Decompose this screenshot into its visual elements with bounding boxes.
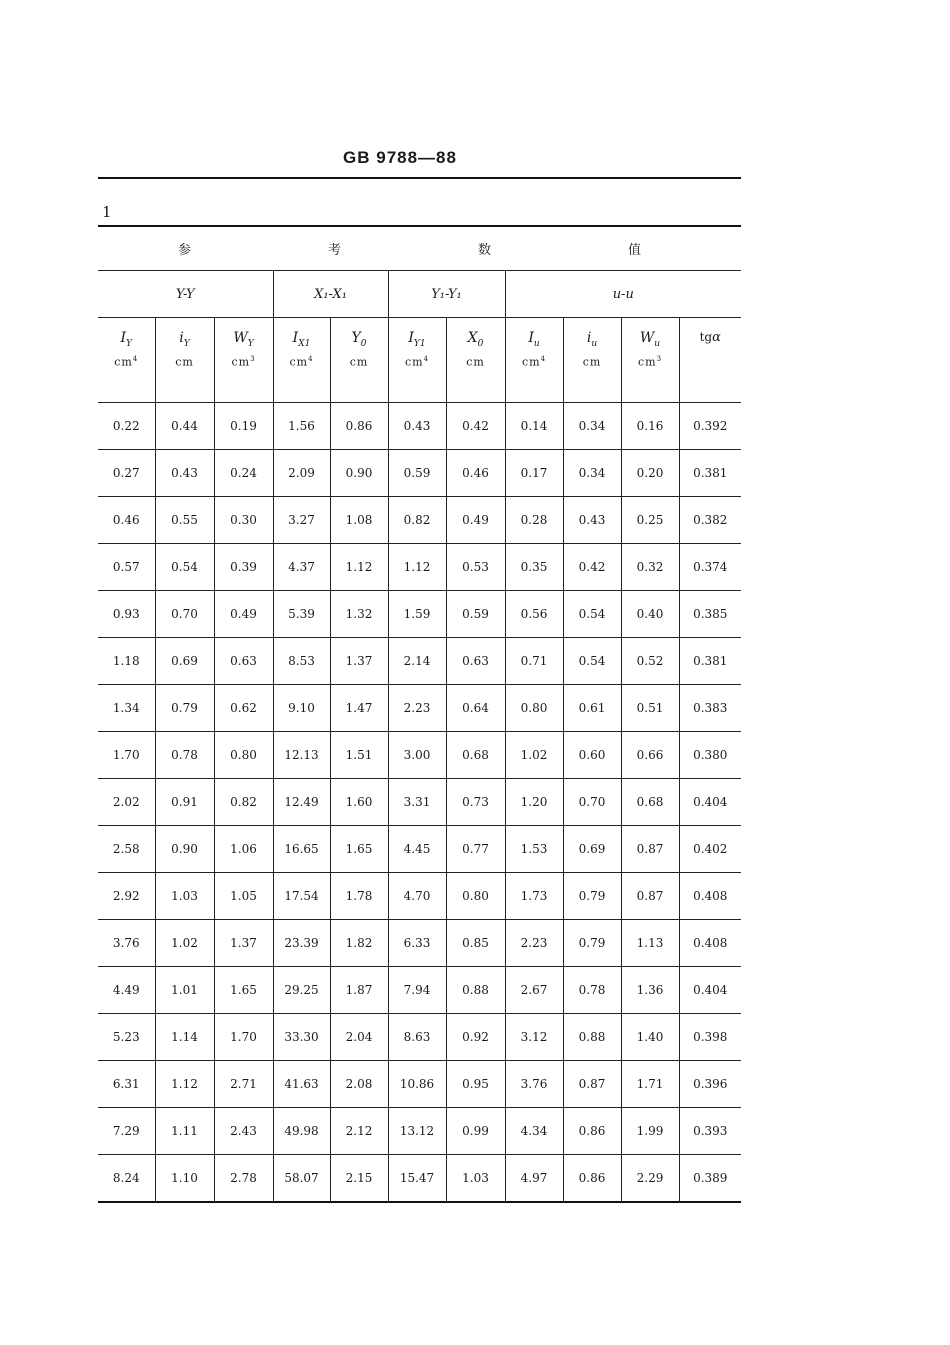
table-cell: 0.90 <box>330 450 388 497</box>
table-cell: 1.70 <box>98 732 155 779</box>
table-cell: 0.87 <box>621 873 679 920</box>
table-cell: 2.09 <box>273 450 330 497</box>
table-cell: 1.10 <box>155 1155 214 1203</box>
table-cell: 0.393 <box>679 1108 741 1155</box>
table-cell: 0.63 <box>446 638 505 685</box>
table-cell: 15.47 <box>388 1155 446 1203</box>
table-cell: 0.87 <box>563 1061 621 1108</box>
table-cell: 0.34 <box>563 450 621 497</box>
table-cell: 0.385 <box>679 591 741 638</box>
axis-group-yy: Y-Y <box>175 286 195 302</box>
table-cell: 1.78 <box>330 873 388 920</box>
table-row <box>98 779 741 826</box>
table-cell: 41.63 <box>273 1061 330 1108</box>
table-cell: 1.03 <box>155 873 214 920</box>
column-header-row <box>98 318 741 403</box>
table-cell: 1.40 <box>621 1014 679 1061</box>
table-cell: 17.54 <box>273 873 330 920</box>
table-cell: 0.79 <box>563 873 621 920</box>
table-cell: 0.66 <box>621 732 679 779</box>
table-cell: 0.49 <box>214 591 273 638</box>
column-header: $I_{X1}$ $cm^4$ <box>273 318 330 403</box>
table-cell: 0.69 <box>155 638 214 685</box>
table-cell: 0.49 <box>446 497 505 544</box>
table-cell: 1.65 <box>330 826 388 873</box>
table-cell: 1.11 <box>155 1108 214 1155</box>
table-cell: 0.73 <box>446 779 505 826</box>
reference-char: 考 <box>328 242 342 258</box>
table-cell: 1.65 <box>214 967 273 1014</box>
table-cell: 0.86 <box>563 1155 621 1203</box>
table-cell: 0.80 <box>214 732 273 779</box>
table-cell: 0.43 <box>155 450 214 497</box>
table-row <box>98 1061 741 1108</box>
table-cell: 0.408 <box>679 920 741 967</box>
table-cell: 0.381 <box>679 450 741 497</box>
table-cell: 0.22 <box>98 403 155 450</box>
table-cell: 1.12 <box>388 544 446 591</box>
table-cell: 0.69 <box>563 826 621 873</box>
table-cell: 1.06 <box>214 826 273 873</box>
table-cell: 3.12 <box>505 1014 563 1061</box>
table-cell: 0.27 <box>98 450 155 497</box>
table-cell: 33.30 <box>273 1014 330 1061</box>
table-cell: 0.88 <box>563 1014 621 1061</box>
table-cell: 7.94 <box>388 967 446 1014</box>
table-cell: 0.55 <box>155 497 214 544</box>
table-cell: 0.95 <box>446 1061 505 1108</box>
table-row <box>98 967 741 1014</box>
table-row <box>98 1014 741 1061</box>
table-cell: 0.380 <box>679 732 741 779</box>
table-cell: 0.51 <box>621 685 679 732</box>
table-row <box>98 873 741 920</box>
table-cell: 4.37 <box>273 544 330 591</box>
table-row <box>98 591 741 638</box>
column-header: $i_u$ cm <box>563 318 621 403</box>
reference-char: 参 <box>178 242 192 258</box>
table-cell: 58.07 <box>273 1155 330 1203</box>
table-cell: 1.18 <box>98 638 155 685</box>
table-cell: 0.78 <box>563 967 621 1014</box>
reference-char: 值 <box>628 242 642 258</box>
table-cell: 1.13 <box>621 920 679 967</box>
table-row <box>98 638 741 685</box>
table-cell: 0.79 <box>155 685 214 732</box>
table-cell: 2.71 <box>214 1061 273 1108</box>
table-cell: 0.85 <box>446 920 505 967</box>
table-cell: 2.92 <box>98 873 155 920</box>
table-cell: 0.59 <box>446 591 505 638</box>
table-cell: 1.37 <box>330 638 388 685</box>
column-header: $I_Y$ $cm^4$ <box>98 318 155 403</box>
table-cell: 10.86 <box>388 1061 446 1108</box>
table-cell: 0.46 <box>446 450 505 497</box>
table-row <box>98 403 741 450</box>
table-cell: 0.90 <box>155 826 214 873</box>
column-header: $W_Y$ $cm^3$ <box>214 318 273 403</box>
table-cell: 4.70 <box>388 873 446 920</box>
table-cell: 0.71 <box>505 638 563 685</box>
table-row <box>98 685 741 732</box>
table-cell: 0.35 <box>505 544 563 591</box>
table-cell: 0.16 <box>621 403 679 450</box>
table-cell: 0.404 <box>679 967 741 1014</box>
table-cell: 2.58 <box>98 826 155 873</box>
reference-char: 数 <box>478 242 492 258</box>
table-cell: 0.87 <box>621 826 679 873</box>
reference-values-table <box>98 226 741 1203</box>
table-cell: 1.02 <box>155 920 214 967</box>
table-cell: 0.402 <box>679 826 741 873</box>
axis-group-y1y1: Y₁-Y₁ <box>431 286 462 302</box>
table-row <box>98 450 741 497</box>
table-cell: 9.10 <box>273 685 330 732</box>
table-cell: 1.37 <box>214 920 273 967</box>
table-cell: 0.86 <box>330 403 388 450</box>
table-cell: 0.80 <box>505 685 563 732</box>
table-cell: 0.70 <box>155 591 214 638</box>
table-cell: 0.383 <box>679 685 741 732</box>
table-cell: 1.14 <box>155 1014 214 1061</box>
column-header-tga: tgα <box>679 318 741 403</box>
reference-header-row <box>98 226 741 271</box>
table-row <box>98 544 741 591</box>
table-cell: 0.62 <box>214 685 273 732</box>
table-cell: 0.93 <box>98 591 155 638</box>
table-cell: 8.24 <box>98 1155 155 1203</box>
table-cell: 0.30 <box>214 497 273 544</box>
table-cell: 1.87 <box>330 967 388 1014</box>
table-cell: 0.46 <box>98 497 155 544</box>
table-cell: 0.54 <box>155 544 214 591</box>
table-cell: 0.392 <box>679 403 741 450</box>
table-cell: 0.54 <box>563 591 621 638</box>
table-cell: 0.68 <box>446 732 505 779</box>
table-cell: 0.40 <box>621 591 679 638</box>
table-cell: 2.43 <box>214 1108 273 1155</box>
table-cell: 5.23 <box>98 1014 155 1061</box>
table-cell: 1.02 <box>505 732 563 779</box>
table-cell: 8.53 <box>273 638 330 685</box>
table-cell: 4.34 <box>505 1108 563 1155</box>
table-cell: 12.13 <box>273 732 330 779</box>
table-cell: 8.63 <box>388 1014 446 1061</box>
table-cell: 2.23 <box>388 685 446 732</box>
table-cell: 3.27 <box>273 497 330 544</box>
table-cell: 1.36 <box>621 967 679 1014</box>
table-cell: 2.12 <box>330 1108 388 1155</box>
table-cell: 0.42 <box>563 544 621 591</box>
table-cell: 0.91 <box>155 779 214 826</box>
table-cell: 0.70 <box>563 779 621 826</box>
table-cell: 2.29 <box>621 1155 679 1203</box>
table-cell: 1.53 <box>505 826 563 873</box>
column-header: $I_{Y1}$ $cm^4$ <box>388 318 446 403</box>
table-cell: 2.78 <box>214 1155 273 1203</box>
table-cell: 16.65 <box>273 826 330 873</box>
table-cell: 4.45 <box>388 826 446 873</box>
table-cell: 1.73 <box>505 873 563 920</box>
table-cell: 1.03 <box>446 1155 505 1203</box>
table-cell: 0.382 <box>679 497 741 544</box>
table-cell: 1.34 <box>98 685 155 732</box>
table-cell: 0.374 <box>679 544 741 591</box>
table-cell: 1.08 <box>330 497 388 544</box>
table-cell: 0.14 <box>505 403 563 450</box>
table-cell: 0.86 <box>563 1108 621 1155</box>
table-cell: 1.60 <box>330 779 388 826</box>
table-cell: 0.381 <box>679 638 741 685</box>
table-cell: 4.49 <box>98 967 155 1014</box>
table-cell: 0.56 <box>505 591 563 638</box>
table-cell: 0.99 <box>446 1108 505 1155</box>
table-cell: 1.82 <box>330 920 388 967</box>
table-cell: 0.398 <box>679 1014 741 1061</box>
table-cell: 3.76 <box>98 920 155 967</box>
table-cell: 0.25 <box>621 497 679 544</box>
table-cell: 0.53 <box>446 544 505 591</box>
table-cell: 29.25 <box>273 967 330 1014</box>
table-cell: 3.00 <box>388 732 446 779</box>
table-cell: 6.33 <box>388 920 446 967</box>
table-cell: 3.31 <box>388 779 446 826</box>
table-cell: 5.39 <box>273 591 330 638</box>
table-cell: 1.99 <box>621 1108 679 1155</box>
table-cell: 0.92 <box>446 1014 505 1061</box>
table-cell: 0.34 <box>563 403 621 450</box>
table-cell: 1.59 <box>388 591 446 638</box>
table-cell: 0.88 <box>446 967 505 1014</box>
table-cell: 0.82 <box>214 779 273 826</box>
table-cell: 0.82 <box>388 497 446 544</box>
column-header: $Y_0$ cm <box>330 318 388 403</box>
table-cell: 1.05 <box>214 873 273 920</box>
table-cell: 2.04 <box>330 1014 388 1061</box>
table-cell: 2.02 <box>98 779 155 826</box>
table-cell: 6.31 <box>98 1061 155 1108</box>
column-header: $X_0$ cm <box>446 318 505 403</box>
table-cell: 0.61 <box>563 685 621 732</box>
table-cell: 0.28 <box>505 497 563 544</box>
table-cell: 0.17 <box>505 450 563 497</box>
table-number: 1 <box>102 203 112 221</box>
table-cell: 13.12 <box>388 1108 446 1155</box>
table-cell: 1.12 <box>330 544 388 591</box>
document-title: GB 9788—88 <box>343 148 457 167</box>
table-cell: 2.67 <box>505 967 563 1014</box>
table-cell: 0.54 <box>563 638 621 685</box>
table-cell: 1.01 <box>155 967 214 1014</box>
table-cell: 0.404 <box>679 779 741 826</box>
table-cell: 0.32 <box>621 544 679 591</box>
table-cell: 49.98 <box>273 1108 330 1155</box>
table-cell: 1.20 <box>505 779 563 826</box>
table-cell: 0.52 <box>621 638 679 685</box>
column-header: $W_u$ $cm^3$ <box>621 318 679 403</box>
table-cell: 0.20 <box>621 450 679 497</box>
table-cell: 0.396 <box>679 1061 741 1108</box>
table-cell: 3.76 <box>505 1061 563 1108</box>
table-row <box>98 920 741 967</box>
table-cell: 0.408 <box>679 873 741 920</box>
table-cell: 0.19 <box>214 403 273 450</box>
table-cell: 7.29 <box>98 1108 155 1155</box>
table-cell: 1.56 <box>273 403 330 450</box>
table-row <box>98 732 741 779</box>
table-row <box>98 1155 741 1203</box>
table-cell: 0.79 <box>563 920 621 967</box>
table-row <box>98 1108 741 1155</box>
table-cell: 0.57 <box>98 544 155 591</box>
table-cell: 0.24 <box>214 450 273 497</box>
table-cell: 2.23 <box>505 920 563 967</box>
table-body <box>98 403 741 1203</box>
table-cell: 0.42 <box>446 403 505 450</box>
table-row <box>98 826 741 873</box>
axis-group-x1x1: X₁-X₁ <box>314 286 347 302</box>
table-cell: 2.15 <box>330 1155 388 1203</box>
table-row <box>98 497 741 544</box>
table-cell: 0.59 <box>388 450 446 497</box>
table-cell: 0.80 <box>446 873 505 920</box>
table-cell: 0.64 <box>446 685 505 732</box>
table-cell: 1.47 <box>330 685 388 732</box>
table-cell: 0.39 <box>214 544 273 591</box>
header-rule <box>98 177 741 179</box>
table-cell: 0.78 <box>155 732 214 779</box>
table-cell: 2.08 <box>330 1061 388 1108</box>
table-cell: 1.71 <box>621 1061 679 1108</box>
table-cell: 2.14 <box>388 638 446 685</box>
axis-group-row <box>98 271 741 318</box>
table-cell: 0.43 <box>563 497 621 544</box>
table-cell: 12.49 <box>273 779 330 826</box>
axis-group-uu: u-u <box>612 286 634 302</box>
table-cell: 0.44 <box>155 403 214 450</box>
table-cell: 1.32 <box>330 591 388 638</box>
table-cell: 0.389 <box>679 1155 741 1203</box>
table-cell: 1.51 <box>330 732 388 779</box>
table-cell: 4.97 <box>505 1155 563 1203</box>
table-cell: 23.39 <box>273 920 330 967</box>
table-cell: 0.68 <box>621 779 679 826</box>
table-cell: 1.70 <box>214 1014 273 1061</box>
table-cell: 0.63 <box>214 638 273 685</box>
table-cell: 0.43 <box>388 403 446 450</box>
table-cell: 1.12 <box>155 1061 214 1108</box>
column-header: $I_u$ $cm^4$ <box>505 318 563 403</box>
table-cell: 0.77 <box>446 826 505 873</box>
table-cell: 0.60 <box>563 732 621 779</box>
column-header: $i_Y$ cm <box>155 318 214 403</box>
